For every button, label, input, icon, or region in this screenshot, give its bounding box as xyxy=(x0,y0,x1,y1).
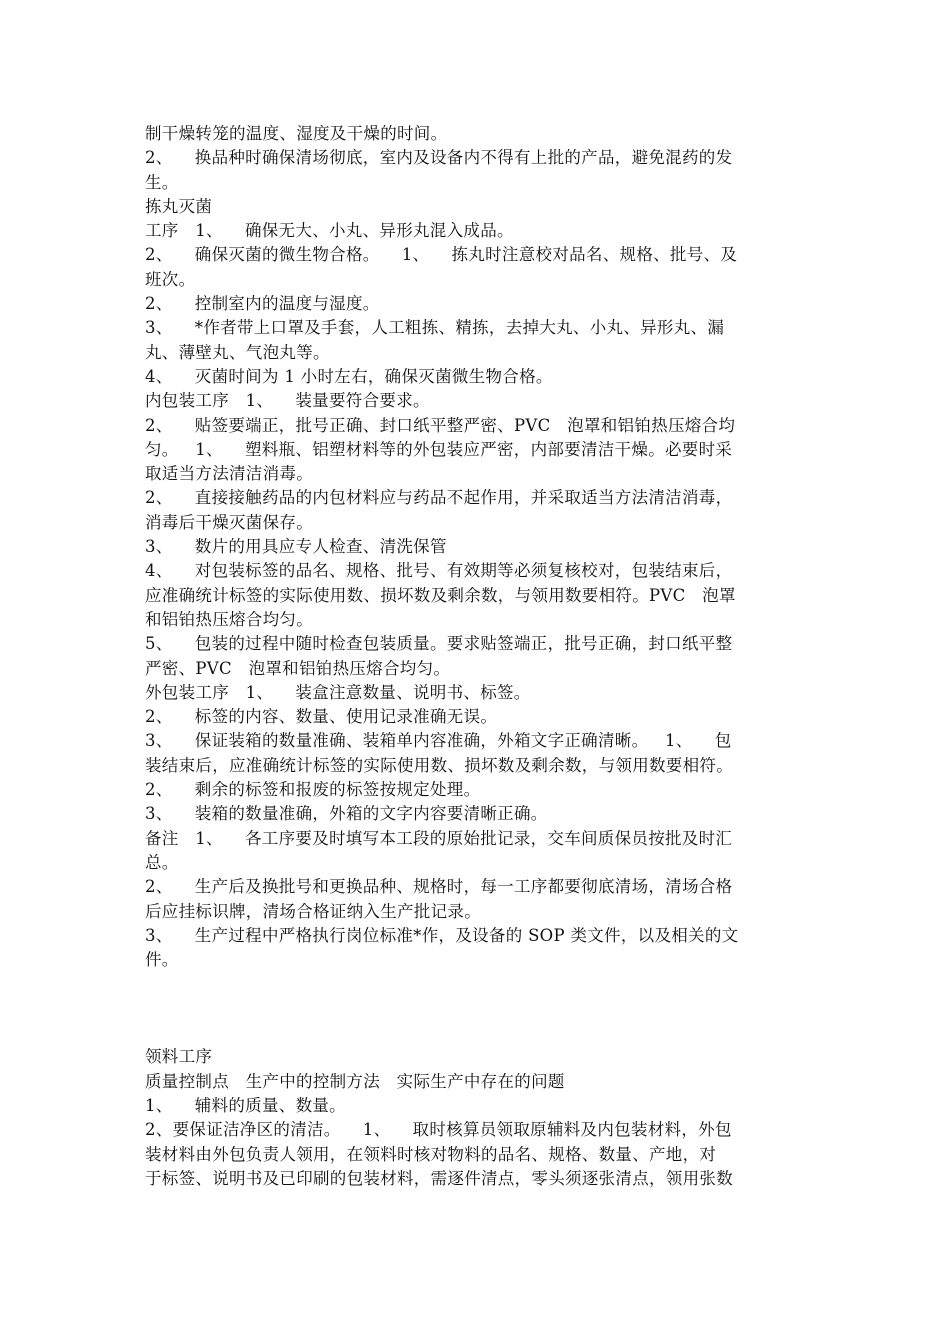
text-line: 2、要保证洁净区的清洁。 1、 取时核算员领取原辅料及内包装材料，外包 xyxy=(145,1120,732,1140)
text-line: 2、 直接接触药品的内包材料应与药品不起作用，并采取适当方法清洁消毒， xyxy=(145,488,733,508)
text-line: 3、 *作者带上口罩及手套，人工粗拣、精拣，去掉大丸、小丸、异形丸、漏 xyxy=(145,318,725,338)
text-line: 丸、薄壁丸、气泡丸等。 xyxy=(145,342,330,362)
text-line: 3、 数片的用具应专人检查、清洗保管 xyxy=(145,537,447,557)
text-line: 4、 灭菌时间为 1 小时左右，确保灭菌微生物合格。 xyxy=(145,366,553,386)
text-line: 1、 辅料的质量、数量。 xyxy=(145,1095,346,1115)
text-line: 2、 控制室内的温度与湿度。 xyxy=(145,294,380,314)
text-line: 装结束后，应准确统计标签的实际使用数、损坏数及剩余数，与领用数要相符。 xyxy=(145,755,733,775)
text-line: 2、 生产后及换批号和更换品种、规格时，每一工序都要彻底清场，清场合格 xyxy=(145,877,733,897)
section-gap xyxy=(145,972,815,1045)
text-line: 2、 换品种时确保清场彻底，室内及设备内不得有上批的产品，避免混药的发 xyxy=(145,148,733,168)
text-line: 装材料由外包负责人领用，在领料时核对物料的品名、规格、数量、产地，对 xyxy=(145,1144,717,1164)
text-line: 3、 保证装箱的数量准确、装箱单内容准确，外箱文字正确清晰。 1、 包 xyxy=(145,731,732,751)
text-line: 于标签、说明书及已印刷的包装材料，需逐件清点，零头须逐张清点，领用张数 xyxy=(145,1168,733,1188)
text-line: 匀。 1、 塑料瓶、铝塑材料等的外包装应严密，内部要清洁干燥。必要时采 xyxy=(145,439,733,459)
text-line: 2、 确保灭菌的微生物合格。 1、 拣丸时注意校对品名、规格、批号、及 xyxy=(145,245,738,265)
text-line: 制干燥转笼的温度、湿度及干燥的时间。 xyxy=(145,124,448,143)
text-line: 3、 生产过程中严格执行岗位标准*作，及设备的 SOP 类文件，以及相关的文 xyxy=(145,925,739,945)
text-line: 取适当方法清洁消毒。 xyxy=(145,464,313,484)
text-line: 备注 1、 各工序要及时填写本工段的原始批记录，交车间质保员按批及时汇 xyxy=(145,828,733,848)
text-line: 领料工序 xyxy=(145,1047,213,1067)
text-line: 工序 1、 确保无大、小丸、异形丸混入成品。 xyxy=(145,221,514,241)
text-line: 外包装工序 1、 装盒注意数量、说明书、标签。 xyxy=(145,682,531,702)
text-line: 2、 标签的内容、数量、使用记录准确无误。 xyxy=(145,707,498,727)
text-line: 4、 对包装标签的品名、规格、批号、有效期等必须复核校对，包装结束后， xyxy=(145,561,733,581)
document-section-1 xyxy=(145,122,815,972)
document-page xyxy=(145,122,815,1191)
text-line: 严密、PVC 泡罩和铝铂热压熔合均匀。 xyxy=(145,658,451,678)
text-line: 件。 xyxy=(145,950,179,970)
text-line: 班次。 xyxy=(145,269,196,289)
text-line: 2、 贴签要端正，批号正确、封口纸平整严密、PVC 泡罩和铝铂热压熔合均 xyxy=(145,415,736,435)
document-section-2 xyxy=(145,1045,815,1191)
text-line: 2、 剩余的标签和报废的标签按规定处理。 xyxy=(145,780,481,800)
text-line: 拣丸灭菌 xyxy=(145,196,213,216)
text-line: 应准确统计标签的实际使用数、损坏数及剩余数，与领用数要相符。PVC 泡罩 xyxy=(145,585,736,605)
text-line: 5、 包装的过程中随时检查包装质量。要求贴签端正，批号正确，封口纸平整 xyxy=(145,634,733,654)
text-line: 总。 xyxy=(145,852,179,872)
text-line: 质量控制点 生产中的控制方法 实际生产中存在的问题 xyxy=(145,1071,565,1091)
text-line: 后应挂标识牌，清场合格证纳入生产批记录。 xyxy=(145,901,481,921)
text-line: 生。 xyxy=(145,172,179,192)
text-line: 和铝铂热压熔合均匀。 xyxy=(145,609,313,629)
text-line: 消毒后干燥灭菌保存。 xyxy=(145,512,313,532)
text-line: 3、 装箱的数量准确，外箱的文字内容要清晰正确。 xyxy=(145,804,548,824)
text-line: 内包装工序 1、 装量要符合要求。 xyxy=(145,391,430,411)
